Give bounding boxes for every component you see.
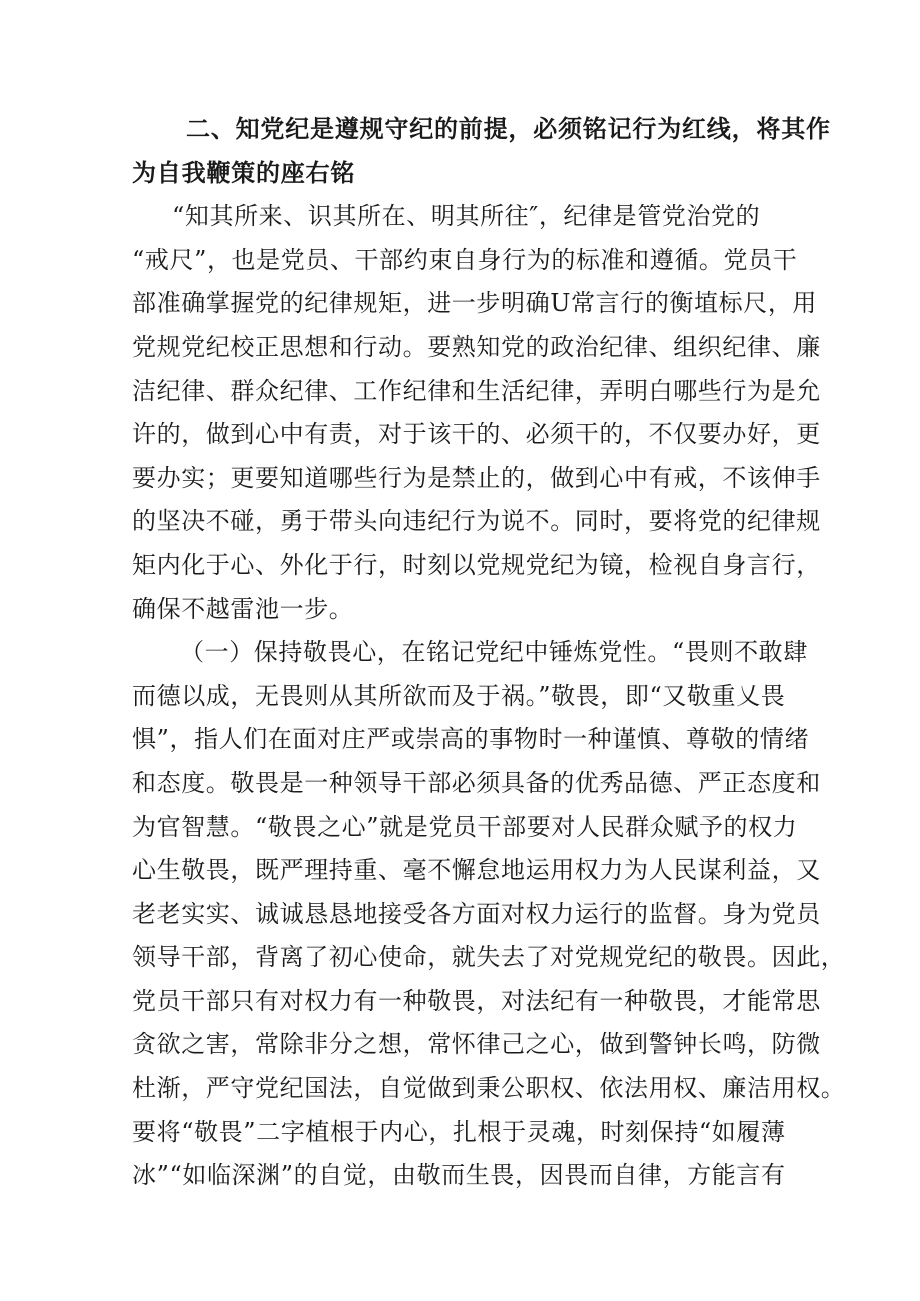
document-page	[132, 108, 846, 1198]
section-heading	[132, 108, 831, 195]
paragraph-line: （一）保持敬畏心，在铭记党纪中锤炼党性。“畏则不敢肆	[180, 638, 808, 667]
paragraph-line: 杜渐，严守党纪国法，自觉做到秉公职权、依法用权、廉洁用权。	[132, 1074, 846, 1103]
paragraph-line: 要将“敬畏”二字植根于内心，扎根于灵魂，时刻保持“如履薄	[132, 1117, 786, 1146]
paragraph-line: 心生敬畏，既严理持重、毫不懈怠地运用权力为人民谋利益，又	[132, 856, 821, 885]
paragraph-line: 矩内化于心、外化于行，时刻以党规党纪为镜，检视自身言行，	[132, 550, 821, 579]
paragraph-2	[132, 631, 846, 1198]
paragraph-line: 的坚决不碰，勇于带头向违纪行为说不。同时，要将党的纪律规	[132, 507, 821, 536]
paragraph-line: “知其所来、识其所在、明其所往″，纪律是管党治党的	[172, 202, 761, 231]
paragraph-line: 冰”“如临深渊”的自觉，由敬而生畏，因畏而自律，方能言有	[132, 1161, 786, 1190]
paragraph-line: “戒尺”，也是党员、干部约束自身行为的标准和遵循。党员干	[132, 245, 798, 274]
paragraph-line: 惧”，指人们在面对庄严或崇高的事物时一种谨慎、尊敬的情绪	[132, 725, 810, 754]
paragraph-line: 而德以成，无畏则从其所欲而及于祸。”敬畏，即“又敬重乂畏	[132, 681, 786, 710]
paragraph-line: 党规党纪校正思想和行动。要熟知党的政治纪律、组织纪律、廉	[132, 332, 821, 361]
paragraph-line: 部准确掌握党的纪律规矩，进一步明确U常言行的衡埴标尺，用	[132, 289, 818, 318]
paragraph-line: 洁纪律、群众纪律、工作纪律和生活纪律，弄明白哪些行为是允	[132, 376, 821, 405]
paragraph-line: 党员干部只有对权力有一种敬畏，对法纪有一种敬畏，才能常思	[132, 986, 821, 1015]
paragraph-line: 许的，做到心中有责，对于该干的、必须干的，不仅要办好，更	[132, 420, 821, 449]
paragraph-1	[132, 195, 821, 631]
paragraph-line: 贪欲之害，常除非分之想，常怀律己之心，做到警钟长鸣，防微	[132, 1030, 821, 1059]
paragraph-line: 老老实实、诚诚恳恳地接受各方面对权力运行的监督。身为党员	[132, 899, 821, 928]
heading-line: 为自我鞭策的座右铭	[132, 158, 356, 187]
paragraph-line: 领导干部，背离了初心使命，就失去了对党规党纪的敬畏。因此，	[132, 943, 846, 972]
paragraph-line: 确保不越雷池一步。	[132, 594, 354, 623]
heading-line: 二、知党纪是遵规守纪的前提，必须铭记行为红线，将其作	[186, 115, 831, 143]
paragraph-line: 要办实；更要知道哪些行为是禁止的，做到心中有戒，不该伸手	[132, 463, 821, 492]
paragraph-line: 为官智慧。“敬畏之心”就是党员干部要对人民群众赋予的权力	[132, 812, 798, 841]
paragraph-line: 和态度。敬畏是一种领导干部必须具备的优秀品德、严正态度和	[132, 768, 821, 797]
